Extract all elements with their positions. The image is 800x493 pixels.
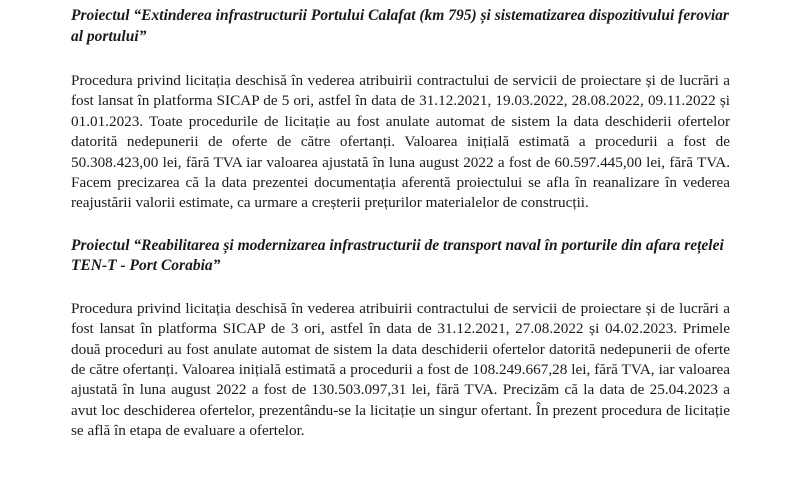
section-title: Proiectul “Reabilitarea și modernizarea infrastructurii de transport naval în porturile din afara rețelei TEN-T - Port Corabia” — [71, 236, 724, 275]
project-section-corabia — [71, 236, 730, 442]
project-section-calafat — [71, 6, 730, 214]
section-paragraph: Procedura privind licitația deschisă în vederea atribuirii contractului de servicii de proiectare și de lucrări a fost lansat în platforma SICAP de 5 ori, astfel în data de 31.12.2021, 19.03.2022, 28.08.2022, 09.11.2022 și 01.01.2023. Toate procedurile de licitație au fost anulate automat de sistem la data deschiderii ofertelor datorită nedepunerii de oferte de către ofertanți. Valoarea inițială estimată a procedurii a fost de 50.308.423,00 lei, fără TVA iar valoarea ajustată în luna august 2022 a fost de 60.597.445,00 lei, fără TVA. Facem precizarea că la data prezentei documentația aferentă proiectului se afla în reanalizare în vederea reajustării valorii estimate, ca urmare a creșterii prețurilor materialelor de construcții. — [71, 72, 730, 212]
section-paragraph: Procedura privind licitația deschisă în vederea atribuirii contractului de servicii de proiectare și de lucrări a fost lansat în platforma SICAP de 3 ori, astfel în data de 31.12.2021, 27.08.2022 și 04.02.2023. Primele două proceduri au fost anulate automat de sistem la data deschiderii ofertelor datorită nedepunerii de oferte de către ofertanți. Valoarea inițială estimată a procedurii a fost de 108.249.667,28 lei, fără TVA, iar valoarea ajustată în luna august 2022 a fost de 130.503.097,31 lei, fără TVA. Precizăm că la data de 25.04.2023 a avut loc deschiderea ofertelor, prezentându-se la licitație un singur ofertant. În prezent procedura de licitație se află în etapa de evaluare a ofertelor. — [71, 299, 730, 440]
section-title: Proiectul “Extinderea infrastructurii Portului Calafat (km 795) și sistematizarea dispozitivului feroviar al portului” — [71, 7, 729, 45]
